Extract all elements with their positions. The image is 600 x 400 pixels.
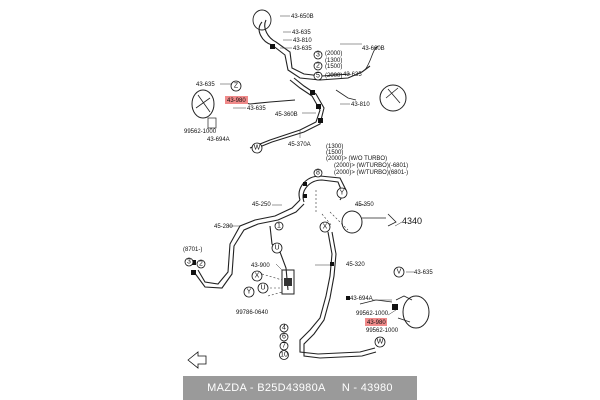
bottom-highlight-43-980: 43-980 <box>367 320 386 326</box>
top-callout-3 <box>314 51 322 59</box>
bottom-callout-8 <box>314 169 322 177</box>
top-label-43-635-a: 43-635 <box>292 30 311 36</box>
bottom-note-2000-wo-turbo: (2000)> (W/O TURBO) <box>326 156 388 162</box>
top-label-43-660B: 43-660B <box>362 46 385 52</box>
svg-text:4: 4 <box>282 324 286 332</box>
top-label-43-694A: 43-694A <box>207 137 230 143</box>
bottom-label-99562-1000-b: 99562-1000 <box>366 328 399 334</box>
bottom-callout-6 <box>280 333 288 341</box>
top-label-43-650B: 43-650B <box>291 14 314 20</box>
svg-text:W: W <box>376 338 384 346</box>
bottom-label-43-694A: 43-694A <box>350 296 373 302</box>
svg-text:1: 1 <box>277 222 281 230</box>
top-label-43-635-b: 43-635 <box>293 46 312 52</box>
part-caption <box>183 376 417 400</box>
caption-part-number: MAZDA - B25D43980A <box>207 382 326 394</box>
bottom-label-45-320: 45-320 <box>346 262 365 268</box>
bottom-label-43-900: 43-900 <box>251 263 270 269</box>
svg-text:3: 3 <box>187 258 191 266</box>
bottom-callout-2 <box>197 260 205 268</box>
front-arrow-icon <box>188 352 206 368</box>
bottom-note-2000-turbo-a: (2000)> (W/TURBO)(-6801) <box>334 163 409 169</box>
caption-ref-number: N - 43980 <box>341 382 393 394</box>
top-callout-2 <box>314 62 322 70</box>
bottom-callout-u-b <box>258 283 268 293</box>
top-note-2000-b: (2000) <box>325 73 343 79</box>
svg-text:2: 2 <box>199 260 203 268</box>
bottom-callout-x-b <box>252 271 262 281</box>
bottom-callout-10 <box>280 351 289 360</box>
top-highlight-43-980: 43-980 <box>227 98 246 104</box>
svg-text:Z: Z <box>233 82 239 90</box>
bottom-callout-4 <box>280 324 288 332</box>
svg-text:U: U <box>274 244 280 252</box>
bottom-callout-y <box>337 188 347 198</box>
svg-text:2: 2 <box>316 62 320 70</box>
top-label-45-370A: 45-370A <box>288 142 311 148</box>
svg-text:7: 7 <box>282 342 286 350</box>
top-label-99562-1000: 99562-1000 <box>184 129 217 135</box>
svg-text:Y: Y <box>246 288 252 296</box>
svg-text:6: 6 <box>282 333 286 341</box>
top-callout-5 <box>314 72 322 80</box>
top-label-43-635-e: 43-635 <box>247 106 266 112</box>
top-note-1500: (1500) <box>325 64 343 70</box>
top-note-2000-a: (2000) <box>325 51 343 57</box>
top-label-43-635-c: 43-635 <box>343 72 362 78</box>
svg-text:X: X <box>322 223 328 231</box>
top-callout-w <box>252 143 262 153</box>
svg-text:V: V <box>396 268 402 276</box>
top-note-1300: (1300) <box>325 58 343 64</box>
bottom-label-43-635: 43-635 <box>414 270 433 276</box>
svg-text:10: 10 <box>280 351 288 359</box>
bottom-label-45-280: 45-280 <box>214 224 233 230</box>
bottom-callout-y-b <box>244 287 254 297</box>
bottom-callout-w <box>375 337 385 347</box>
bottom-callout-3-a <box>185 258 193 266</box>
bottom-note-2000-turbo-b: (2000)> (W/TURBO)(6801-) <box>334 170 409 176</box>
top-label-45-360B: 45-360B <box>275 112 298 118</box>
top-label-43-810-a: 43-810 <box>293 38 312 44</box>
bottom-note-8701: (8701-) <box>183 247 203 253</box>
bottom-label-45-350: 45-350 <box>355 202 374 208</box>
bottom-callout-1 <box>275 222 283 230</box>
bottom-callout-v <box>394 267 404 277</box>
top-label-43-635-d: 43-635 <box>196 82 215 88</box>
svg-text:Y: Y <box>339 189 345 197</box>
bottom-label-45-250: 45-250 <box>252 202 271 208</box>
bottom-callout-u-a <box>272 243 282 253</box>
bottom-callout-x <box>320 222 330 232</box>
svg-text:5: 5 <box>316 72 320 80</box>
top-callout-z <box>231 81 241 91</box>
bottom-callout-7 <box>280 342 288 350</box>
bottom-label-99562-1000-a: 99562-1000 <box>356 311 389 317</box>
bottom-label-99786-0640: 99786-0640 <box>236 310 269 316</box>
svg-text:3: 3 <box>316 51 320 59</box>
svg-text:W: W <box>253 144 261 152</box>
bottom-note-1500: (1500) <box>326 150 344 156</box>
svg-text:U: U <box>260 284 266 292</box>
bottom-note-1300: (1300) <box>326 144 344 150</box>
bottom-label-4340: 4340 <box>402 216 423 226</box>
svg-text:X: X <box>254 272 260 280</box>
top-label-43-810-b: 43-810 <box>351 102 370 108</box>
svg-text:8: 8 <box>316 169 320 177</box>
